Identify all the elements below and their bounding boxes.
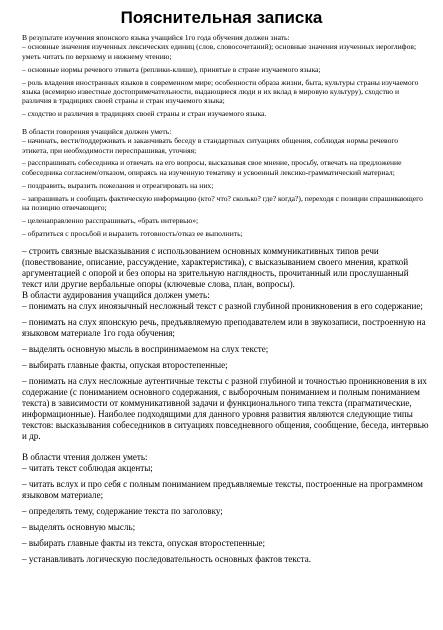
top-block xyxy=(22,33,426,242)
section3-heading: В области аудирования учащийся должен уметь: xyxy=(22,290,210,300)
section2-item: – поздравить, выразить пожелания и отреагировать на них; xyxy=(22,180,214,190)
section4-item: – определять тему, содержание текста по заголовку; xyxy=(22,506,223,516)
section1-intro: В результате изучения японского языка учащийся 1го года обучения должен знать: xyxy=(22,33,290,42)
section4-item: – устанавливать логическую последовательность основных фактов текста. xyxy=(22,554,312,564)
section4-item: – выбирать главные факты из текста, опуская второстепенные; xyxy=(22,538,266,548)
section1-item: – основные нормы речевого этикета (реплики-клише), принятые в стране изучаемого языка; xyxy=(22,64,321,74)
section2-item: – целенаправленно расспрашивать, «брать интервью»; xyxy=(22,216,199,225)
section2-item: – запрашивать и сообщать фактическую информацию (кто? что? сколько? где? когда?), переходя с позиции спрашивающего на позицию отвечающего; xyxy=(22,193,423,213)
section2-heading: В области говорения учащийся должен уметь: xyxy=(22,126,172,136)
section3-item: – выделять основную мысль в воспринимаемом на слух тексте; xyxy=(22,344,269,354)
section4-item: – читать вслух и про себя с полным пониманием предъявляемые тексты, построенные на программном языковом материале; xyxy=(22,479,423,500)
section4-heading: В области чтения должен уметь: xyxy=(22,452,148,462)
section4-item: – читать текст соблюдая акценты; xyxy=(22,463,153,473)
section3-item: – понимать на слух иноязычный несложный текст с разной глубиной проникновения в его содержание; xyxy=(22,301,423,311)
bottom-block xyxy=(22,246,430,570)
section4-item: – выделять основную мысль; xyxy=(22,522,136,532)
section1-item: – роль владения иностранных языков в современном мире; особенности образа жизни, быта, культуры страны изучаемого языка (всемирно известные достопримечательности, выдающиеся люди и их вклад в мировую культуру), сходство и различия в традициях своей страны и стран изучаемого языка; xyxy=(22,77,419,106)
section2-item: – расспрашивать собеседника и отвечать на его вопросы, высказывая свое мнение, просьбу, отвечать на предложение собеседника согласием/отказом, опираясь на изученную тематику и усвоенный лексико-грамматический материал; xyxy=(22,158,402,177)
section3-item: – выбирать главные факты, опуская второстепенные; xyxy=(22,360,228,370)
section3-item-first: – строить связные высказывания с использованием основных коммуникативных типов речи (повествование, описание, рассуждение, характеристика), с высказыванием своего мнения, краткой аргументацией с опорой и без опоры на зрительную наглядность, прочитанный или прослушанный текст или другие вербальные опоры (ключевые слова, план, вопросы). xyxy=(22,246,409,289)
section3-item: – понимать на слух японскую речь, предъявляемую преподавателем или в звукозаписи, построенную на языковом материале 1го года обучения; xyxy=(22,317,426,338)
section1-item: – сходство и различия в традициях своей страны и стран изучаемого языка. xyxy=(22,109,267,119)
section2-item: – обратиться с просьбой и выразить готовность/отказ ее выполнить; xyxy=(22,228,243,238)
section3-item: – понимать на слух несложные аутентичные тексты с разной глубиной и точностью проникновения в их содержание (с пониманием основного содержания, с выборочным пониманием и полным пониманием текста) в зависимости от коммуникативной задачи и функционального типа текста (прагматические, информационные). Наиболее подходящими для данного уровня развития являются следующие типы текстов: высказывания собеседников в ситуациях повседневного общения, сообщение, беседа, интервью и др. xyxy=(22,376,429,441)
section2-item: – начинать, вести/поддерживать и заканчивать беседу в стандартных ситуациях общения, соблюдая нормы речевого этикета, при необходимости переспрашивая, уточняя; xyxy=(22,136,399,155)
section1-item: – основные значения изученных лексических единиц (слов, словосочетаний); основные значения изученных иероглифов; уметь читать по верхнему и нижнему чтению; xyxy=(22,42,417,61)
document-title: Пояснительная записка xyxy=(120,8,323,27)
